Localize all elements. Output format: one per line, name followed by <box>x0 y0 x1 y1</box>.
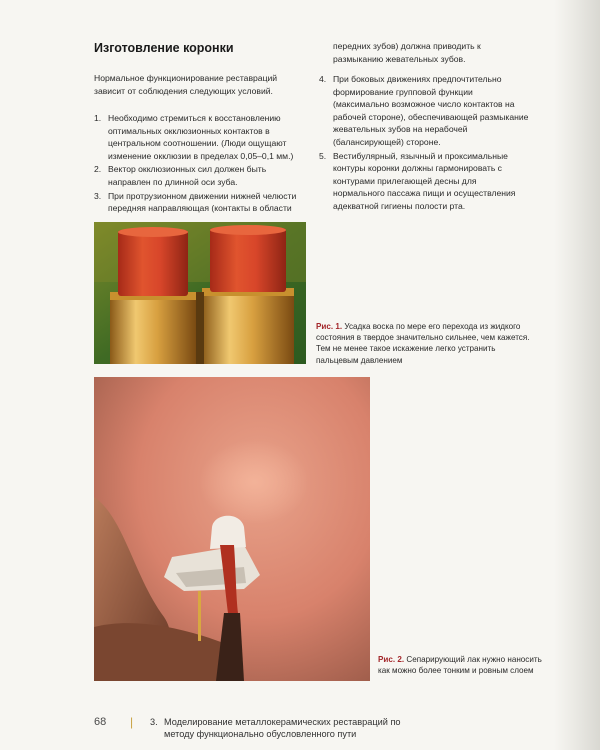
page-edge-shadow <box>554 0 600 750</box>
list-item <box>94 190 306 215</box>
list-number: 4. <box>319 74 327 84</box>
list-text: При боковых движениях предпочтительно формирование групповой функции (максимально возможное число контактов на рабочей стороне), обеспечивающей размыкание жевательных зубов на нерабочей (балансирующей) стороне. <box>333 74 529 147</box>
conditions-list-right <box>319 73 529 214</box>
list-item <box>94 112 306 162</box>
figure-2-text: Сепарирующий лак нужно наносить как можно более тонким и ровным слоем <box>378 655 542 676</box>
figure-1-text: Усадка воска по мере его перехода из жидкого состояния в твердое значительно сильнее, чем кажется. Тем не менее такое искажение легко устранить пальцевым давлением <box>316 322 530 365</box>
list-number: 2. <box>94 164 102 175</box>
list-number: 5. <box>319 150 327 161</box>
figure-2-caption <box>378 654 543 676</box>
figure-2-label: Рис. 2. <box>378 655 405 664</box>
conditions-list-left <box>94 112 306 216</box>
list-number: 1. <box>94 113 102 123</box>
list-item <box>319 150 529 213</box>
footer-separator: | <box>130 715 134 729</box>
figure-2-photo <box>94 377 370 681</box>
page-number: 68 <box>94 716 107 728</box>
intro-paragraph: Нормальное функционирование реставраций зависит от соблюдения следующих условий. <box>94 73 278 96</box>
list-number: 3. <box>94 190 102 201</box>
figure-1-caption <box>316 321 536 366</box>
list-continuation: передних зубов) должна приводить к размыканию жевательных зубов. <box>333 41 481 64</box>
chapter-number: 3. <box>150 717 158 727</box>
section-heading: Изготовление коронки <box>94 41 234 55</box>
figure-1-photo <box>94 222 306 364</box>
list-text: При протрузионном движении нижней челюсти передняя направляющая (контакты в области <box>108 190 297 214</box>
chapter-title: Моделирование металлокерамических реставраций по методу функционально обусловленного пути <box>164 717 401 739</box>
list-item <box>319 73 529 149</box>
list-text: Вестибулярный, язычный и проксимальные контуры коронки должны гармонировать с контурами прилегающей десны для нормального пассажа пищи и осуществления адекватной гигиены полости рта. <box>333 150 516 211</box>
list-text: Необходимо стремиться к восстановлению оптимальных окклюзионных контактов в центральном соотношении. (Люди ощущают изменение окклюзии в пределах 0,05–0,1 мм.) <box>108 113 294 161</box>
list-text: Вектор окклюзионных сил должен быть направлен по длинной оси зуба. <box>108 164 267 187</box>
list-item <box>94 163 306 188</box>
figure-1-label: Рис. 1. <box>316 322 343 331</box>
